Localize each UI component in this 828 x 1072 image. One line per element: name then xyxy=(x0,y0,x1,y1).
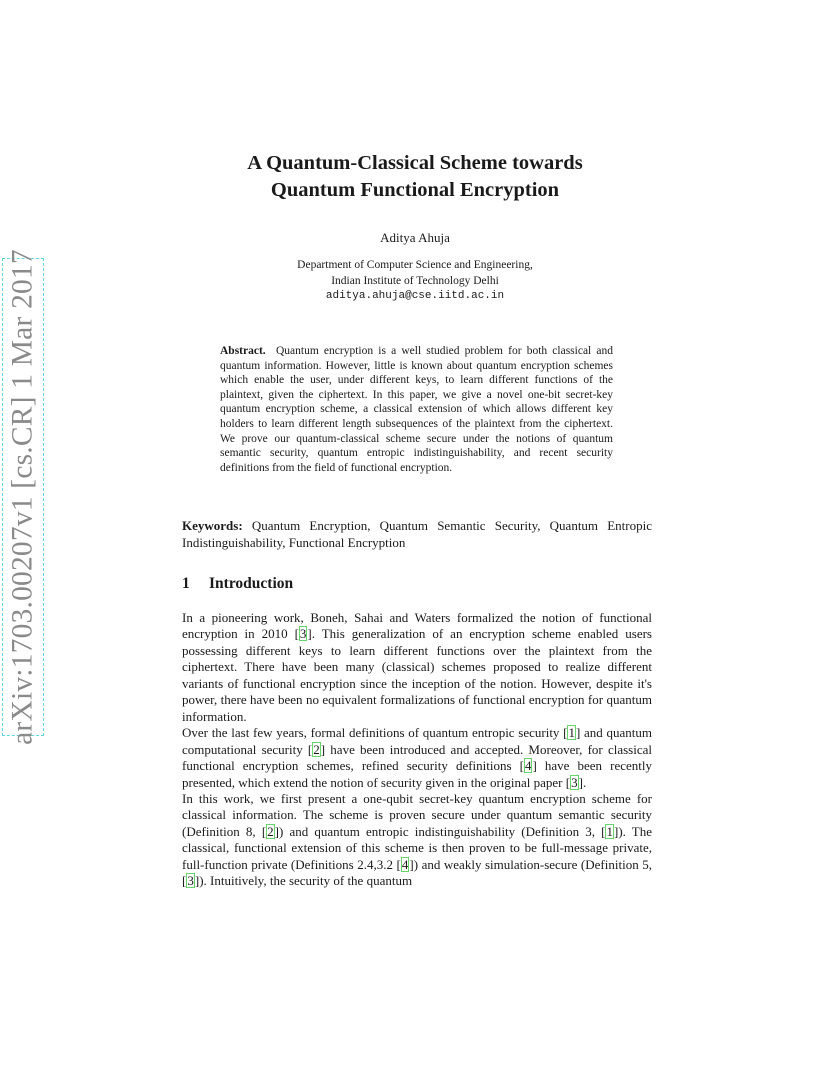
abstract-text: Quantum encryption is a well studied problem for both classical and quantum information. However, little is known about quantum encryption schemes which enable the user, under different keys, to learn different functions of the plaintext, given the ciphertext. In this paper, we give a novel one-bit secret-key quantum encryption scheme, a classical extension of which allows different key holders to learn different length subsequences of the plaintext from the ciphertext. We prove our quantum-classical scheme secure under the notions of quantum semantic security, quantum entropic indistinguishability, and recent security definitions from the field of functional encryption. xyxy=(220,345,614,474)
affiliation-institute: Indian Institute of Technology Delhi xyxy=(331,274,499,287)
paper-title xyxy=(150,150,680,204)
title-line-2: Quantum Functional Encryption xyxy=(270,179,560,201)
section-body xyxy=(182,610,652,890)
keywords-label: Keywords: xyxy=(182,518,243,533)
citation-link[interactable]: 3 xyxy=(187,873,194,889)
citation-link[interactable]: 3 xyxy=(571,774,578,790)
paragraph-text: have been recently presented, which extend the notion of security given in the original paper xyxy=(182,758,652,790)
author-name: Aditya Ahuja xyxy=(380,230,450,245)
abstract-label: Abstract. xyxy=(220,345,266,357)
paragraph-text: . xyxy=(582,774,587,790)
citation-link[interactable]: 4 xyxy=(524,758,532,774)
affiliation-department: Department of Computer Science and Engineering, xyxy=(297,259,533,271)
keywords xyxy=(182,518,652,552)
arxiv-identifier[interactable]: arXiv:1703.00207v1 [cs.CR] 1 Mar 2017 xyxy=(6,249,39,745)
paragraph-text: In this work, we first present a one-qubit secret-key quantum encryption scheme for classical information. The scheme is proven secure under quantum semantic security (Definition 8, xyxy=(182,790,652,839)
paragraph-2: Over the last few years, formal definitions of quantum entropic security [1] and quantum computational security [2] have been introduced and accepted. Moreover, for classical functional encryption schemes, refined security definitions [4] have been recently presented, which extend the notion of security given in the original paper [3]. xyxy=(182,725,652,790)
keywords-text: Quantum Encryption, Quantum Semantic Security, Quantum Entropic Indistinguishability, Functional Encryption xyxy=(182,518,652,550)
paragraph-text: In a pioneering work, Boneh, Sahai and Waters formalized the notion of functional encryption in 2010 xyxy=(182,610,652,642)
paragraph-text: ) and quantum entropic indistinguishability (Definition 3, xyxy=(279,823,602,839)
citation-link[interactable]: 4 xyxy=(401,856,409,872)
paragraph-text: Over the last few years, formal definitions of quantum entropic security xyxy=(182,725,564,741)
title-line-1: A Quantum-Classical Scheme towards xyxy=(247,152,583,174)
citation-link[interactable]: 2 xyxy=(313,741,320,757)
section-title: Introduction xyxy=(209,575,294,592)
citation-link[interactable]: 1 xyxy=(606,823,613,839)
abstract xyxy=(220,344,613,475)
paragraph-text: . This generalization of an encryption scheme enabled users possessing different keys to learn different functions over the plaintext from the ciphertext. There have been many (classical) schemes proposed to realize different variants of functional encryption since the inception of the notion. However, despite it's power, there have been no equivalent formalizations of functional encryption for quantum information. xyxy=(182,626,652,724)
paragraph-1: In a pioneering work, Boneh, Sahai and Waters formalized the notion of functional encryption in 2010 [3]. This generalization of an encryption scheme enabled users possessing different keys to learn different functions over the plaintext from the ciphertext. There have been many (classical) schemes proposed to realize different variants of functional encryption since the inception of the notion. However, despite it's power, there have been no equivalent formalizations of functional encryption for quantum information. xyxy=(182,610,652,724)
affiliation xyxy=(150,258,680,305)
paragraph-3: In this work, we first present a one-qubit secret-key quantum encryption scheme for classical information. The scheme is proven secure under quantum semantic security (Definition 8, [2]) and quantum entropic indistinguishability (Definition 3, [1]). The classical, functional extension of this scheme is then proven to be full-message private, full-function private (Definitions 2.4,3.2 [4]) and weakly simulation-secure (Definition 5, [3]). Intuitively, the security of the quantum xyxy=(182,790,653,889)
section-heading xyxy=(182,575,293,593)
citation-link[interactable]: 1 xyxy=(568,725,575,741)
citation-link[interactable]: 3 xyxy=(299,626,307,642)
section-number: 1 xyxy=(182,575,190,592)
paragraph-text: ) and weakly simulation-secure (Definition 5, xyxy=(413,856,652,872)
citation-link[interactable]: 2 xyxy=(267,823,274,839)
author-email[interactable]: aditya.ahuja@cse.iitd.ac.in xyxy=(325,290,505,302)
paragraph-text: have been introduced and accepted. Moreover, for classical functional encryption schemes, refined security definitions xyxy=(182,741,652,774)
paragraph-text: ). Intuitively, the security of the quantum xyxy=(199,873,413,889)
paragraph-text: ). The classical, functional extension of this scheme is then proven to be full-message private, full-function private (Definitions 2.4,3.2 xyxy=(182,823,653,872)
paragraph-text: and quantum computational security xyxy=(182,725,652,757)
